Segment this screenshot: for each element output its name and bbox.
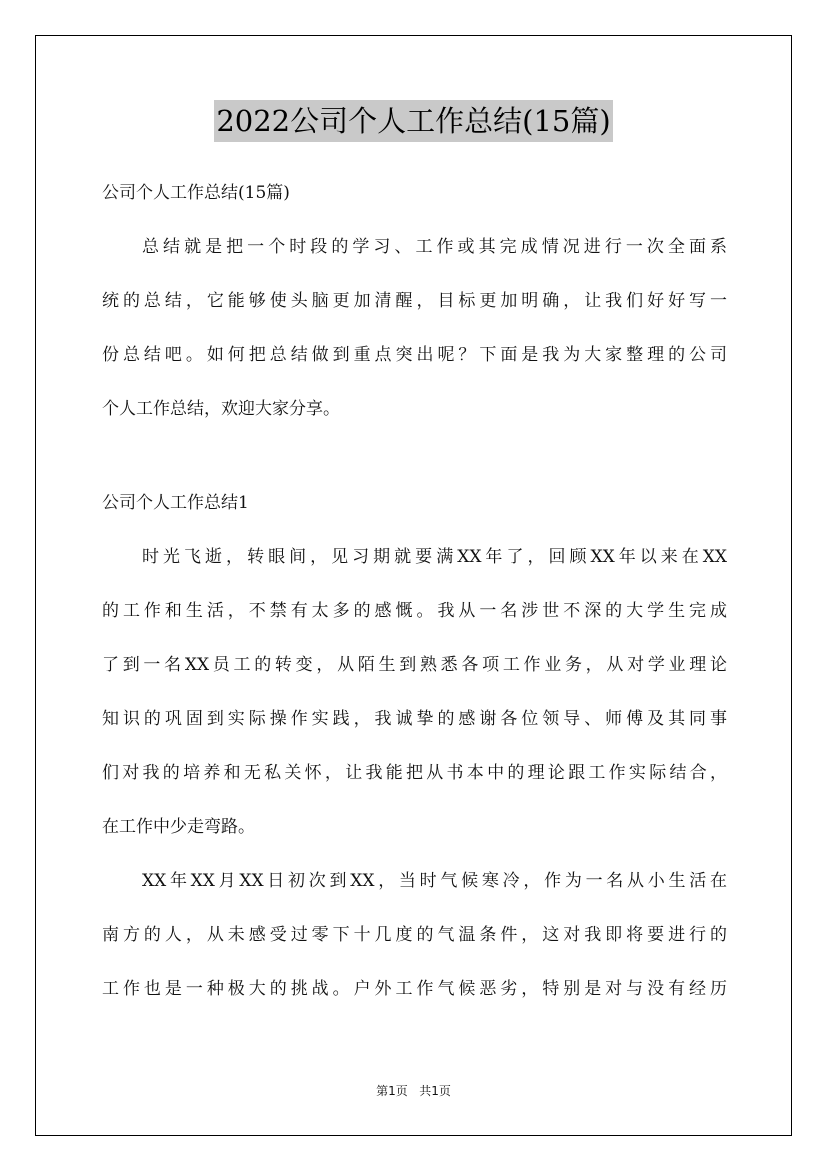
page-number: 第1页	[376, 1084, 408, 1098]
section-heading: 公司个人工作总结1	[102, 493, 249, 513]
para1-line: 时光飞逝，转眼间，见习期就要满XX年了，回顾XX年以来在XX	[142, 547, 727, 567]
section-gap	[102, 436, 727, 476]
intro-line: 总结就是把一个时段的学习、工作或其完成情况进行一次全面系	[142, 237, 727, 257]
intro-line: 统的总结，它能够使头脑更加清醒，目标更加明确，让我们好好写一	[102, 291, 727, 311]
intro-line: 个人工作总结，欢迎大家分享。	[102, 399, 340, 419]
para1-line: 知识的巩固到实际操作实践，我诚挚的感谢各位领导、师傅及其同事	[102, 709, 727, 729]
intro-line: 份总结吧。如何把总结做到重点突出呢？下面是我为大家整理的公司	[102, 345, 727, 365]
document-subtitle: 公司个人工作总结(15篇)	[102, 183, 290, 203]
page-total: 共1页	[419, 1084, 451, 1098]
para1-line: 的工作和生活，不禁有太多的感慨。我从一名涉世不深的大学生完成	[102, 601, 727, 621]
title-wrap	[0, 100, 827, 142]
document-title: 2022公司个人工作总结(15篇)	[214, 100, 612, 142]
para2-line: 南方的人，从未感受过零下十几度的气温条件，这对我即将要进行的	[102, 925, 727, 945]
para2-line: 工作也是一种极大的挑战。户外工作气候恶劣，特别是对与没有经历	[102, 979, 727, 999]
para1-line: 们对我的培养和无私关怀，让我能把从书本中的理论跟工作实际结合，	[102, 763, 727, 783]
para1-line: 了到一名XX员工的转变，从陌生到熟悉各项工作业务，从对学业理论	[102, 655, 727, 675]
page-footer	[0, 1082, 827, 1099]
document-body	[102, 166, 727, 1016]
para1-line: 在工作中少走弯路。	[102, 817, 255, 837]
para2-line: XX年XX月XX日初次到XX，当时气候寒冷，作为一名从小生活在	[142, 871, 727, 891]
